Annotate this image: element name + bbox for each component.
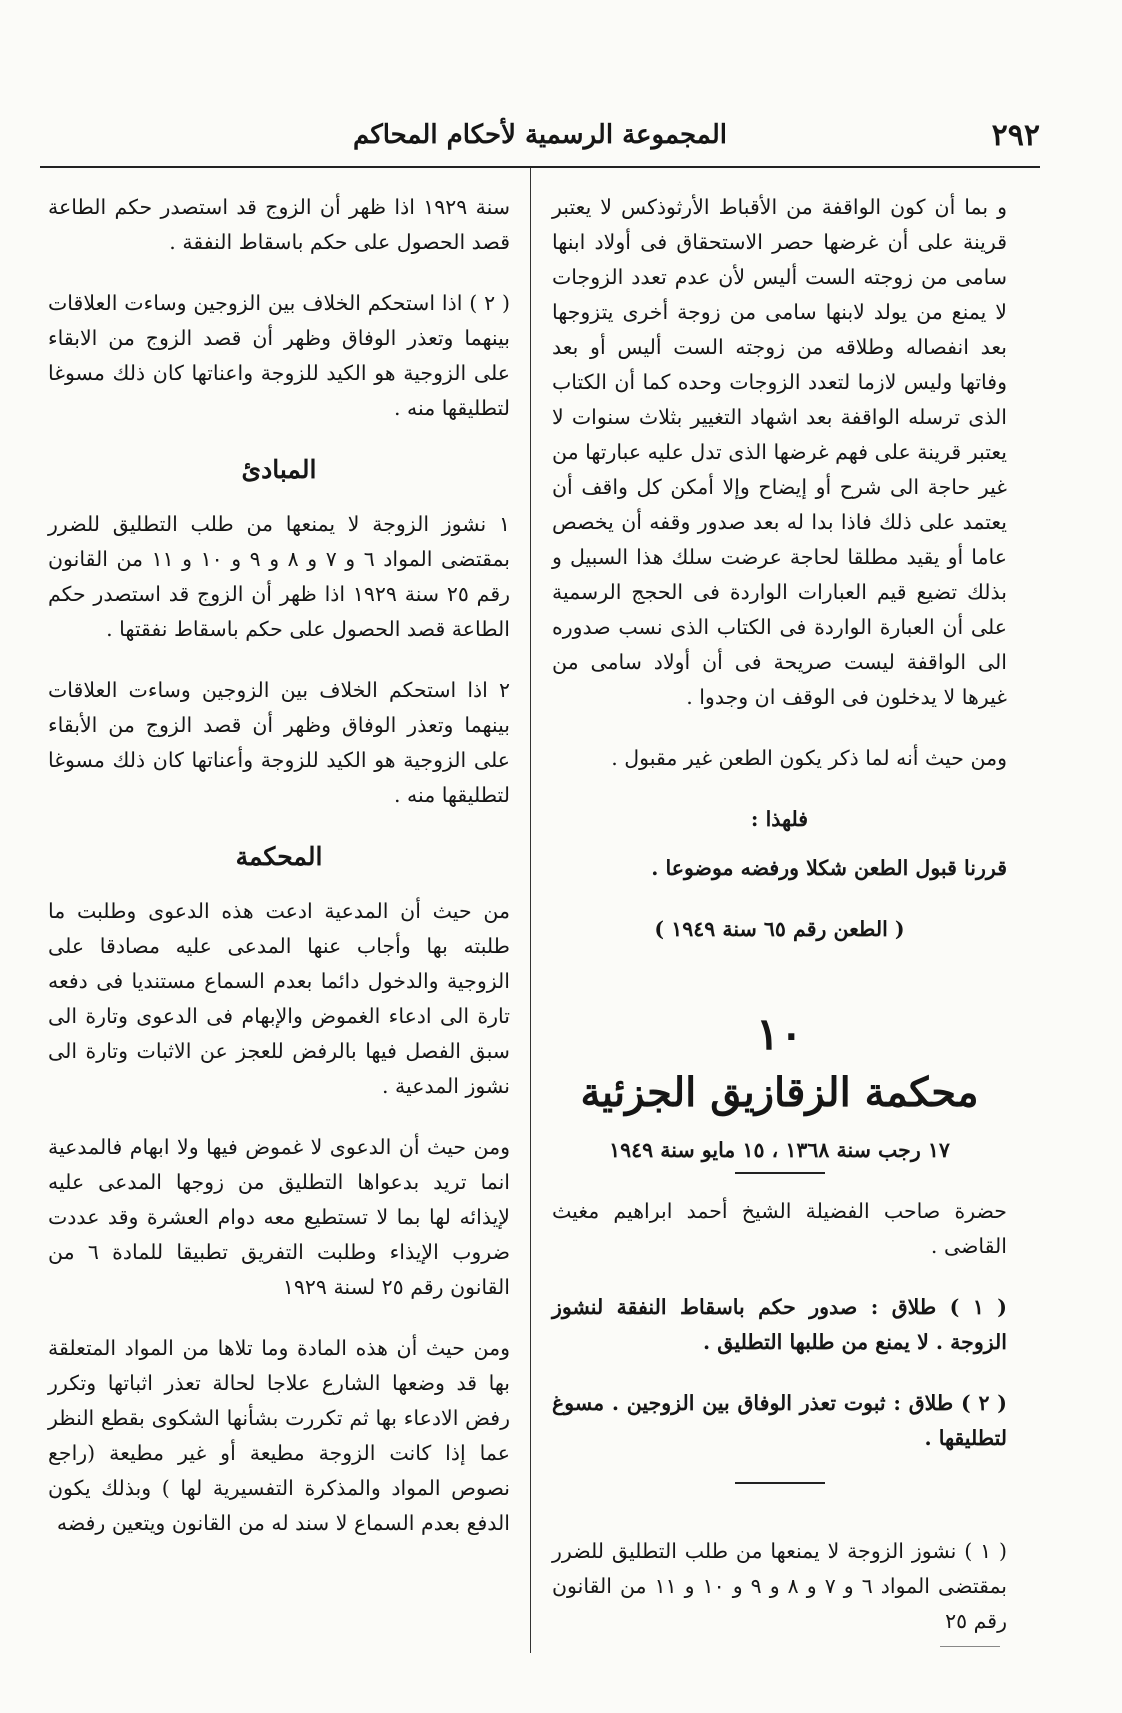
- principle-1: ١ نشوز الزوجة لا يمنعها من طلب التطليق للضرر بمقتضى المواد ٦ و ٧ و ٨ و ٩ و ١٠ و ١١ من القانون رقم ٢٥ سنة ١٩٢٩ اذا ظهر أن الزوج قد استصدر حكم الطاعة قصد الحصول على حكم باسقاط نفقتها .: [48, 512, 511, 641]
- page-header: [40, 118, 1040, 158]
- column-divider: [530, 168, 531, 1653]
- bottom-dash: [940, 1646, 1000, 1647]
- decision-date: ١٧ رجب سنة ١٣٦٨ ، ١٥ مايو سنة ١٩٤٩: [609, 1138, 950, 1162]
- page-number: ٢٩٢: [991, 118, 1040, 153]
- running-title: المجموعة الرسمية لأحكام المحاكم: [353, 120, 727, 150]
- summary-paragraph: ( ١ ) نشوز الزوجة لا يمنعها من طلب التطليق للضرر بمقتضى المواد ٦ و ٧ و ٨ و ٩ و ١٠ و ١١ من القانون رقم ٢٥: [552, 1539, 1007, 1633]
- headnote-2: ( ٢ ) طلاق : ثبوت تعذر الوفاق بين الزوجين . مسوغ لتطليقها .: [552, 1391, 1007, 1450]
- court-paragraph-3: ومن حيث أن هذه المادة وما تلاها من المواد المتعلقة بها قد وضعها الشارع علاجا لحالة تعذر اثباتها وتكرر رفض الادعاء بها ثم تكررت بشأنها الشكوى بقطع النظر عما إذا كانت الزوجة مطيعة أو غير مطيعة (راجع نصوص المواد والمذكرة التفسيرية لها ) وبذلك يكون الدفع بعدم السماع لا سند له من القانون ويتعين رفضه: [48, 1336, 510, 1535]
- short-divider: [735, 1172, 825, 1174]
- judge-line: حضرة صاحب الفضيلة الشيخ أحمد ابراهيم مغيث القاضى .: [552, 1199, 1007, 1258]
- right-column: [552, 190, 1007, 1665]
- court-paragraph-1: من حيث أن المدعية ادعت هذه الدعوى وطلبت ما طلبته بها وأجاب عنها المدعى عليه مصادقا على الزوجية والدخول دائما بعدم السماع مستنديا فى دفعه تارة الى ادعاء الغموض والإبهام فى الدعوى وتارة الى سبق الفصل فيها بالرفض للعجز عن الاثبات وتارة الى نشوز المدعية .: [48, 899, 510, 1098]
- short-divider-2: [735, 1482, 825, 1484]
- court-name: محكمة الزقازيق الجزئية: [580, 1069, 979, 1116]
- principles-heading: المبادئ: [241, 455, 317, 484]
- case-reference: ( الطعن رقم ٦٥ سنة ١٩٤٩ ): [654, 917, 905, 941]
- court-heading: المحكمة: [235, 842, 323, 871]
- ruling-text: قررنا قبول الطعن شكلا ورفضه موضوعا .: [651, 856, 1007, 880]
- principle-2: ٢ اذا استحكم الخلاف بين الزوجين وساءت العلاقات بينهما وتعذر الوفاق وظهر أن قصد الزوج من الأبقاء على الزوجية هو الكيد للزوجة وأعناتها كان ذلك مسوغا لتطليقها منه .: [48, 678, 510, 807]
- case-number: ١٠: [755, 1009, 804, 1060]
- left-column: [48, 190, 510, 1567]
- header-rule: [40, 166, 1040, 168]
- conclusion-paragraph: ومن حيث أنه لما ذكر يكون الطعن غير مقبول .: [611, 746, 1007, 770]
- headnote-1: ( ١ ) طلاق : صدور حكم باسقاط النفقة لنشوز الزوجة . لا يمنع من طلبها التطليق .: [552, 1295, 1007, 1354]
- summary-paragraph-2: ( ٢ ) اذا استحكم الخلاف بين الزوجين وساءت العلاقات بينهما وتعذر الوفاق وظهر أن قصد الزوج من الابقاء على الزوجية هو الكيد للزوجة واعناتها كان ذلك مسوغا لتطليقها منه .: [48, 291, 511, 420]
- reasoning-paragraph: و بما أن كون الواقفة من الأقباط الأرثوذكس لا يعتبر قرينة على أن غرضها حصر الاستحقاق فى أولاد ابنها سامى من زوجته الست أليس لأن عدم تعدد الزوجات لا يمنع من يولد لابنها سامى من زوجة أخرى يتزوجها بعد انفصاله وطلاقه من زوجته الست أليس أو بعد وفاتها وليس لازما لتعدد الزوجات وحده كما أن الكتاب الذى ترسله الواقفة بعد اشهاد التغيير بثلاث سنوات لا يعتبر قرينة على فهم غرضها الذى تدل عليه عبارتها من غير حاجة الى شرح أو إيضاح وإلا أمكن كل واقف أن يعتمد على ذلك فاذا بدا له بعد صدور وقفه أن يخصص عاما أو يقيد مطلقا لحاجة عرضت سلك هذا السبيل و بذلك تضيع قيم العبارات الواردة فى الحجج الرسمية على أن العبارة الواردة فى الكتاب الذى نسب صدوره الى الواقفة ليست صريحة فى أن أولاد سامى من غيرها لا يدخلون فى الوقف ان وجدوا .: [552, 195, 1007, 709]
- continuation-paragraph: سنة ١٩٢٩ اذا ظهر أن الزوج قد استصدر حكم الطاعة قصد الحصول على حكم باسقاط النفقة .: [48, 195, 510, 254]
- court-paragraph-2: ومن حيث أن الدعوى لا غموض فيها ولا ابهام فالمدعية انما تريد بدعواها التطليق من زوجها المدعى عليه لإيذائه لها بما لا تستطيع معه دوام العشرة وقد عددت ضروب الإيذاء وطلبت التفريق تطبيقا للمادة ٦ من القانون رقم ٢٥ لسنة ١٩٢٩: [48, 1135, 510, 1299]
- decision-label: فلهذا :: [750, 807, 809, 831]
